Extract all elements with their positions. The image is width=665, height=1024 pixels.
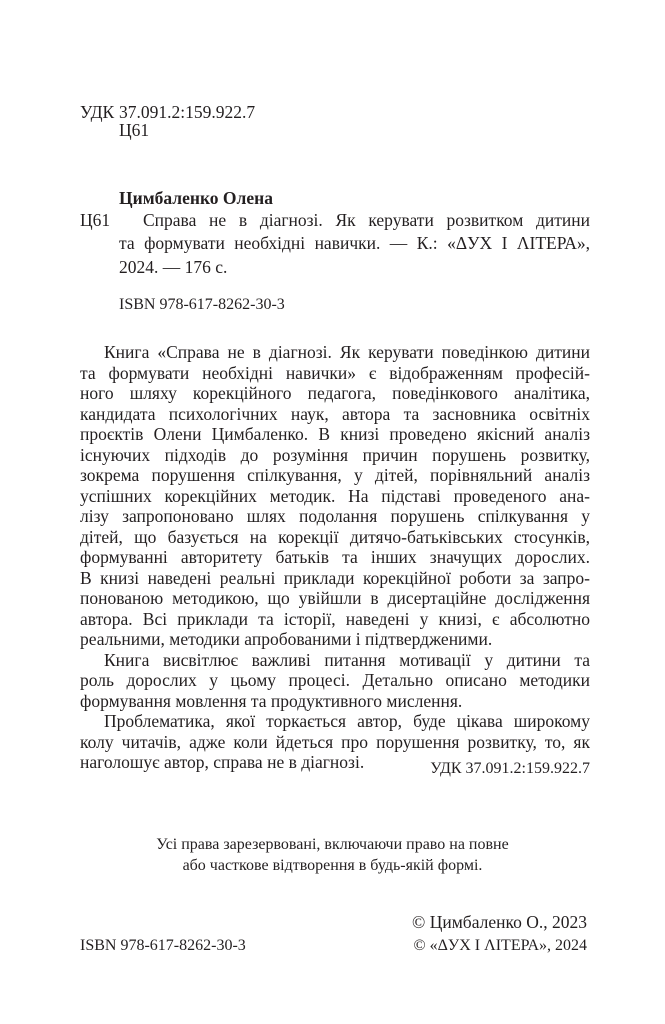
udk-label: УДК xyxy=(80,102,115,122)
annotation-line: існуючих підходів до розуміння причин порушень розвитку, xyxy=(80,444,590,465)
annotation-line: реальними, методики апробованими і підтвердженими. xyxy=(80,629,493,649)
annotation-line: автора. Всі приклади та історії, наведені у книзі, є абсолютно xyxy=(80,608,590,629)
annotation-line: дітей, що базується на корекції дитячо-батьківських стосунків, xyxy=(80,526,590,547)
annotation-line: формування мовлення та продуктивного мислення. xyxy=(80,690,463,711)
isbn: ISBN 978-617-8262-30-3 xyxy=(119,296,285,313)
annotation-line: лізу запропоновано шлях подолання порушень спілкування у xyxy=(80,506,590,526)
annotation-line: успішних корекційних методик. На підставі проведеного ана- xyxy=(80,485,590,506)
annotation-line: Книга висвітлює важливі питання мотивації у дитини та xyxy=(104,649,590,670)
bibl-line: та формувати необхідні навички. — К.: «ΔУХ І ΛІТЕРА», xyxy=(119,233,590,253)
annotation-line: проєктів Олени Цимбаленко. В книзі проведено якісний аналіз xyxy=(80,424,590,444)
annotation-line: кандидата психологічних наук, автора та засновника освітніх xyxy=(80,403,590,424)
annotation-line: Книга «Справа не в діагнозі. Як керувати поведінкою дитини xyxy=(104,342,590,362)
bibl-code: Ц61 xyxy=(80,210,111,230)
copyright-publisher: © «ΔУХ І ΛІТЕРА», 2024 xyxy=(413,937,587,954)
bibl-line: Справа не в діагнозі. Як керувати розвитком дитини xyxy=(143,210,590,230)
annotation-line: колу читачів, адже коли йдеться про порушення розвитку, то, як xyxy=(80,731,590,752)
udk-code: 37.091.2:159.922.7 xyxy=(119,102,256,122)
annotation-line: зокрема порушення спілкування, у дітей, порівняльний аналіз xyxy=(80,465,590,485)
annotation-line: Проблематика, якої торкається автор, буде цікава широкому xyxy=(104,711,590,731)
copyright-author: © Цимбаленко О., 2023 xyxy=(412,912,587,932)
bibl-line: 2024. — 176 с. xyxy=(119,257,228,277)
annotation-line: та формувати необхідні навички» є відображенням професій- xyxy=(80,362,590,383)
annotation-udk: УДК 37.091.2:159.922.7 xyxy=(430,760,590,777)
author-sign: Ц61 xyxy=(119,120,150,140)
annotation-line: понованою методикою, що увійшли в дисертаційне дослідження xyxy=(80,588,590,608)
annotation-line: роль дорослих у цьому процесі. Детально описано методики xyxy=(80,670,590,690)
annotation-line: ного шляху корекційного педагога, поведінкового аналітика, xyxy=(80,383,590,403)
rights-line: або часткове відтворення в будь-якій формі. xyxy=(182,857,483,874)
annotation-line: В книзі наведені реальні приклади корекційної роботи за запро- xyxy=(80,567,590,588)
annotation-line: формуванні авторитету батьків та інших значущих дорослих. xyxy=(80,547,590,567)
annotation-line: наголошує автор, справа не в діагнозі. xyxy=(80,752,365,772)
footer-isbn: ISBN 978-617-8262-30-3 xyxy=(80,937,246,954)
rights-line: Усі права зарезервовані, включаючи право на повне xyxy=(156,836,509,853)
author-name: Цимбаленко Олена xyxy=(119,188,273,208)
